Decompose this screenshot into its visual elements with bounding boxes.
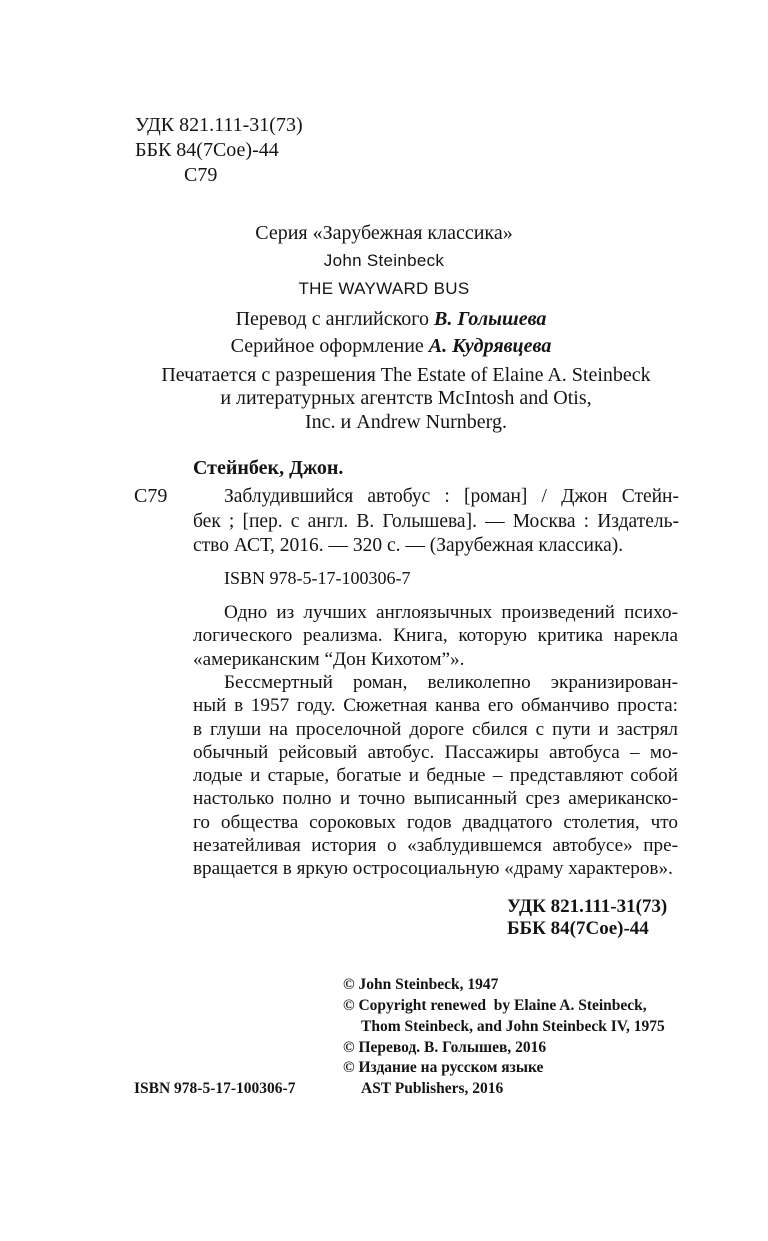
udk-code-bottom: УДК 821.111-31(73) [507, 896, 668, 917]
annotation-line: логического реализма. Книга, которую критика нарекла [193, 625, 678, 647]
permission-line-3: Inc. и Andrew Nurnberg. [305, 411, 507, 433]
catalog-entry-line: Заблудившийся автобус : [роман] / Джон Стейн- [224, 486, 679, 507]
translation-line [0, 306, 768, 333]
annotation-paragraph-2 [193, 671, 678, 881]
author-english: John Steinbeck [323, 251, 445, 270]
design-label: Серийное оформление [230, 335, 429, 357]
udk-code-top: УДК 821.111-31(73) [135, 114, 303, 136]
designer-name: А. Кудрявцева [428, 335, 552, 357]
annotation-line: обычный рейсовый автобус. Пассажиры автобуса – мо- [193, 741, 678, 763]
translator-name: В. Голышева [434, 308, 547, 330]
permission-line-1: Печатается с разрешения The Estate of Elaine A. Steinbeck [161, 364, 651, 386]
annotation-line: вращается в яркую остросоциальную «драму характеров». [193, 858, 673, 880]
series-prefix: Серия [255, 222, 313, 244]
catalog-author-heading: Стейнбек, Джон. [193, 457, 344, 479]
catalog-mark: С79 [134, 485, 168, 507]
permission-line-2: и литературных агентств McIntosh and Otis, [220, 387, 592, 409]
copyright-line: © John Steinbeck, 1947 [343, 976, 499, 993]
copyright-line: © Copyright renewed by Elaine A. Steinbeck, [343, 997, 647, 1014]
catalog-entry-line: ство АСТ, 2016. — 320 с. — (Зарубежная классика). [193, 535, 624, 556]
series-line [0, 220, 768, 247]
annotation-line: го общества сороковых годов двадцатого столетия, что [193, 811, 678, 833]
bbk-code-bottom: ББК 84(7Сое)-44 [507, 918, 649, 939]
annotation-line: лодые и старые, богатые и бедные – представляют собой [193, 765, 678, 787]
annotation-line: ный в 1957 году. Сюжетная канва его обманчиво проста: [193, 695, 678, 717]
annotation-paragraph-1 [193, 601, 678, 671]
copyright-isbn: ISBN 978-5-17-100306-7 [134, 1080, 296, 1097]
annotation-line: настолько полно и точно выписанный срез американско- [193, 788, 678, 810]
copyright-line: © Перевод. В. Голышев, 2016 [343, 1039, 547, 1056]
annotation-line: в глуши на проселочной дороге сбился с пути и застрял [193, 718, 678, 740]
series-name: «Зарубежная классика» [312, 222, 513, 244]
copyright-line: Thom Steinbeck, and John Steinbeck IV, 1975 [361, 1018, 665, 1035]
design-line [0, 333, 768, 360]
catalog-entry [193, 485, 679, 559]
annotation-line: «американским “Дон Кихотом”». [193, 648, 465, 670]
bbk-code-top: ББК 84(7Сое)-44 [135, 139, 279, 161]
copyright-line: AST Publishers, 2016 [361, 1080, 504, 1097]
title-english: THE WAYWARD BUS [298, 279, 470, 298]
annotation-line: Бессмертный роман, великолепно экранизирован- [224, 672, 678, 693]
copyright-line: © Издание на русском языке [343, 1059, 544, 1076]
author-mark-top: С79 [184, 164, 218, 186]
translation-label: Перевод с английского [235, 308, 435, 330]
annotation-line: незатейливая история о «заблудившемся автобусе» пре- [193, 835, 678, 857]
catalog-isbn: ISBN 978-5-17-100306-7 [224, 568, 411, 588]
catalog-entry-line: бек ; [пер. с англ. В. Голышева]. — Москва : Издатель- [193, 510, 679, 532]
annotation-line: Одно из лучших англоязычных произведений психо- [224, 602, 678, 623]
